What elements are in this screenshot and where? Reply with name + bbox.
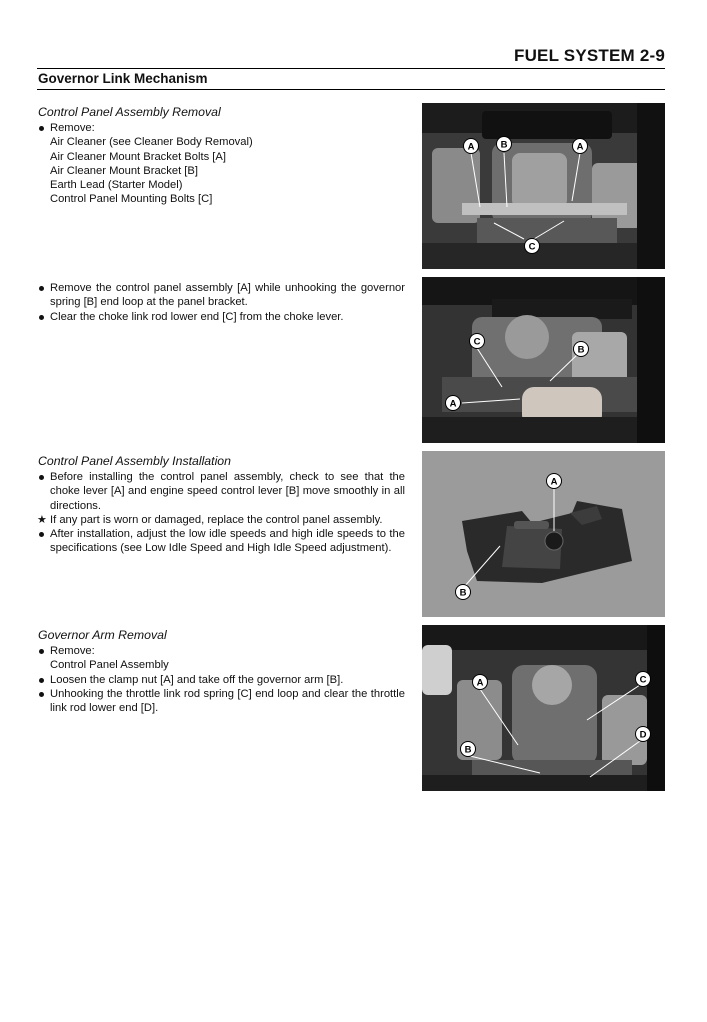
callout-c-3 — [636, 672, 651, 687]
list-item — [38, 310, 405, 324]
list-item — [38, 513, 405, 527]
list-item — [38, 658, 405, 672]
svg-text:A: A — [467, 141, 475, 153]
engine-photo-3 — [422, 451, 665, 617]
callout-a-3 — [446, 396, 461, 411]
photo-governor-arm — [422, 625, 665, 791]
list-item — [38, 121, 405, 135]
callout-c-2 — [470, 334, 485, 349]
list-item — [38, 687, 405, 716]
text-block-panel-installation — [38, 454, 405, 556]
list-item — [38, 135, 405, 149]
subheading: Governor Arm Removal — [38, 628, 167, 642]
callout-a-2 — [573, 139, 588, 154]
list-item — [38, 150, 405, 164]
svg-text:A: A — [449, 398, 457, 410]
item-text: Loosen the clamp nut [A] and take off the governor arm [B]. — [50, 673, 344, 686]
item-text: Remove: — [50, 645, 95, 657]
svg-text:C: C — [528, 241, 536, 253]
svg-text:A: A — [476, 677, 484, 689]
text-block-panel-removal-steps — [38, 281, 405, 324]
item-text: Clear the choke link rod lower end [C] from the choke lever. — [50, 310, 344, 323]
photo-panel-assembly — [422, 277, 665, 443]
callout-c-1 — [525, 239, 540, 254]
callout-d-1 — [636, 727, 651, 742]
item-text: Before installing the control panel assembly, check to see that the choke lever [A] and engine speed control lever [B] move smoothly in all directions. — [50, 471, 405, 512]
page-header — [37, 44, 665, 69]
callout-a-5 — [473, 675, 488, 690]
svg-text:A: A — [576, 141, 584, 153]
item-text: Remove: — [50, 122, 95, 134]
list-item — [38, 527, 405, 556]
list-item — [38, 164, 405, 178]
callout-a-4 — [547, 474, 562, 489]
section-title-text: Governor Link Mechanism — [38, 71, 208, 86]
item-text: After installation, adjust the low idle speeds and high idle speeds to the specifications (see Low Idle Speed and High Idle Speed adjustment). — [50, 528, 405, 555]
item-text: Unhooking the throttle link rod spring [C] end loop and clear the throttle link rod lower end [D]. — [50, 687, 405, 715]
svg-text:B: B — [459, 587, 467, 599]
subheading: Control Panel Assembly Removal — [38, 105, 221, 119]
text-block-governor-arm-removal — [38, 628, 405, 715]
list-item — [38, 673, 405, 687]
svg-text:C: C — [639, 674, 647, 686]
engine-photo-4 — [422, 625, 665, 791]
callout-b-2 — [574, 342, 589, 357]
item-text: Air Cleaner (see Cleaner Body Removal) — [50, 136, 253, 149]
item-text: Control Panel Assembly — [50, 659, 169, 672]
svg-text:C: C — [473, 336, 481, 348]
svg-text:B: B — [500, 139, 508, 151]
text-block-panel-removal — [38, 105, 405, 207]
item-text: Air Cleaner Mount Bracket Bolts [A] — [50, 150, 226, 163]
svg-text:B: B — [464, 744, 472, 756]
engine-photo-1 — [422, 103, 665, 269]
item-text: Earth Lead (Starter Model) — [50, 179, 183, 192]
svg-text:B: B — [577, 344, 585, 356]
subheading: Control Panel Assembly Installation — [38, 454, 231, 468]
svg-text:A: A — [550, 476, 558, 488]
photo-bracket-bolts — [422, 103, 665, 269]
svg-text:D: D — [639, 729, 647, 741]
engine-photo-2 — [422, 277, 665, 443]
star-icon: ★ — [37, 513, 47, 526]
list-item — [38, 192, 405, 206]
page-header-title: FUEL SYSTEM 2-9 — [514, 46, 665, 65]
item-text: Control Panel Mounting Bolts [C] — [50, 193, 213, 206]
item-text: If any part is worn or damaged, replace the control panel assembly. — [50, 513, 383, 526]
callout-b-4 — [461, 742, 476, 757]
callout-b-3 — [456, 585, 471, 600]
list-item — [38, 644, 405, 658]
item-text: Air Cleaner Mount Bracket [B] — [50, 164, 198, 177]
list-item — [38, 470, 405, 513]
callout-b-1 — [497, 137, 512, 152]
item-text: Remove the control panel assembly [A] while unhooking the governor spring [B] end loop at the panel bracket. — [50, 282, 405, 309]
callout-a-1 — [464, 139, 479, 154]
list-item — [38, 281, 405, 310]
list-item — [38, 178, 405, 192]
section-title — [37, 70, 665, 90]
photo-control-levers — [422, 451, 665, 617]
